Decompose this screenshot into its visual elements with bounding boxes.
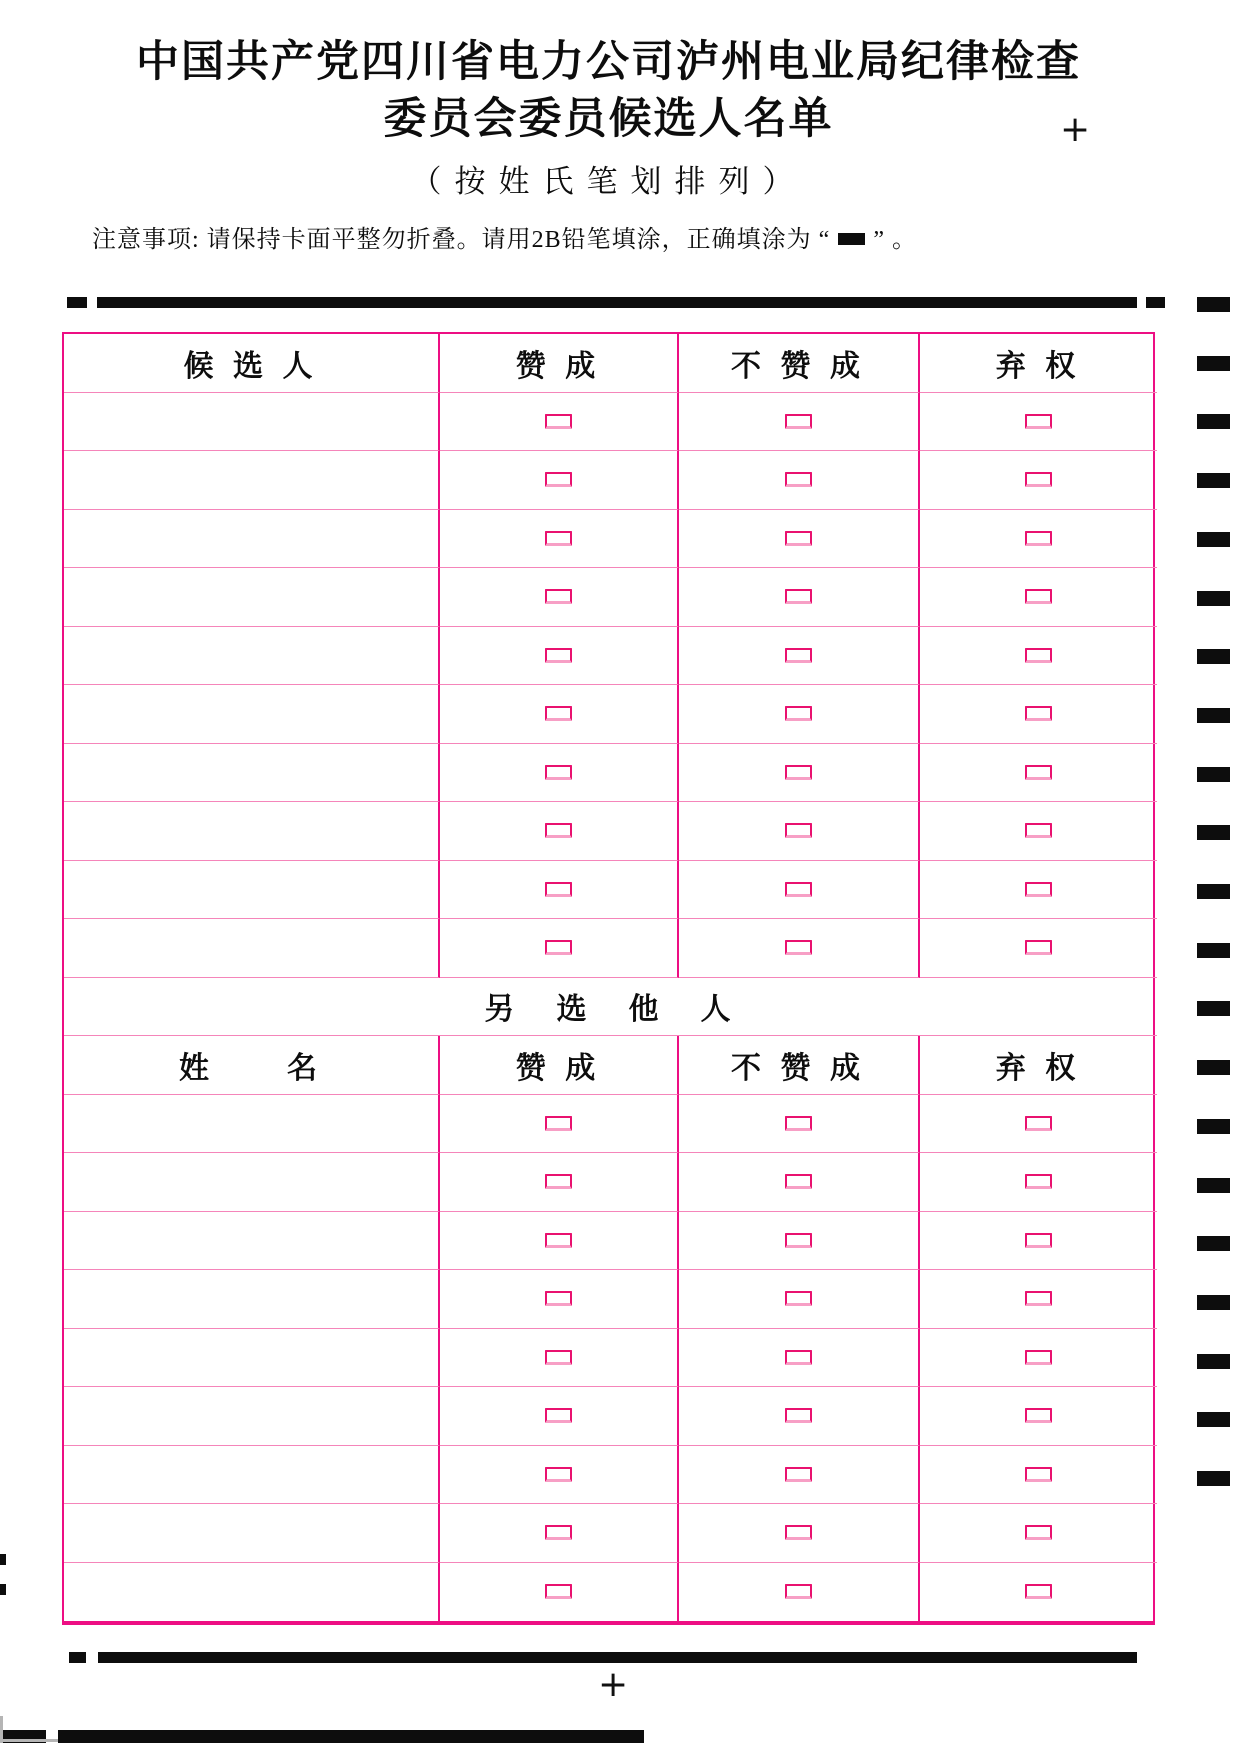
bubble-disapprove[interactable] [785,706,812,721]
bubble-disapprove[interactable] [785,882,812,897]
bubble-cell-disapprove [679,1563,920,1622]
header-approve: 赞 成 [440,1036,679,1095]
bubble-approve[interactable] [545,706,572,721]
bubble-cell-abstain [920,451,1157,510]
bubble-abstain[interactable] [1025,1408,1052,1423]
timing-mark [1197,767,1230,782]
bubble-abstain[interactable] [1025,414,1052,429]
name-cell [64,627,440,686]
timing-mark [1197,1236,1230,1251]
bubble-cell-disapprove [679,393,920,452]
bubble-approve[interactable] [545,414,572,429]
bubble-cell-approve [440,1270,679,1329]
bubble-approve[interactable] [545,1116,572,1131]
timing-mark [1197,825,1230,840]
bubble-cell-disapprove [679,451,920,510]
header-abstain: 弃 权 [920,334,1157,393]
bubble-approve[interactable] [545,472,572,487]
bubble-cell-abstain [920,1153,1157,1212]
bubble-disapprove[interactable] [785,823,812,838]
bubble-disapprove[interactable] [785,940,812,955]
header-disapprove: 不 赞 成 [679,334,920,393]
instructions-note [92,219,1192,254]
bubble-cell-disapprove [679,1095,920,1154]
bubble-abstain[interactable] [1025,1174,1052,1189]
bubble-disapprove[interactable] [785,1467,812,1482]
bubble-disapprove[interactable] [785,1233,812,1248]
bubble-disapprove[interactable] [785,765,812,780]
name-cell [64,1387,440,1446]
timing-mark [1197,708,1230,723]
bubble-cell-approve [440,510,679,569]
registration-plus-icon-bottom: + [598,1664,629,1705]
timing-mark [1197,297,1230,312]
other-section-title: 另 选 他 人 [64,978,1157,1037]
left-edge-mark [0,1554,6,1565]
timing-mark [1197,1119,1230,1134]
bubble-cell-abstain [920,627,1157,686]
bubble-disapprove[interactable] [785,1408,812,1423]
bubble-cell-disapprove [679,627,920,686]
name-cell [64,1153,440,1212]
ballot-table [62,332,1155,1625]
scan-corner-artifact [0,1739,58,1742]
sync-bar-top-left-dash [67,297,87,308]
bubble-approve[interactable] [545,1350,572,1365]
name-cell [64,1504,440,1563]
bubble-cell-disapprove [679,1504,920,1563]
name-cell [64,568,440,627]
timing-mark [1197,943,1230,958]
timing-mark [1197,649,1230,664]
bubble-cell-disapprove [679,1446,920,1505]
page-title-line2: 委员会委员候选人名单 [383,96,834,143]
bubble-disapprove[interactable] [785,531,812,546]
timing-mark [1197,356,1230,371]
name-cell [64,510,440,569]
instructions-note-suffix: ” 。 [873,227,917,253]
bubble-cell-abstain [920,393,1157,452]
bubble-cell-approve [440,802,679,861]
bubble-disapprove[interactable] [785,1116,812,1131]
timing-mark [1197,532,1230,547]
sync-bar-bottom [98,1652,1137,1663]
bubble-cell-disapprove [679,919,920,978]
bubble-disapprove[interactable] [785,589,812,604]
registration-plus-icon-top: + [1060,109,1091,150]
timing-mark [1197,1001,1230,1016]
bubble-abstain[interactable] [1025,940,1052,955]
bubble-cell-abstain [920,1212,1157,1271]
name-cell [64,685,440,744]
bubble-abstain[interactable] [1025,1116,1052,1131]
left-edge-mark [0,1584,6,1595]
bubble-cell-abstain [920,510,1157,569]
bubble-cell-disapprove [679,1212,920,1271]
instructions-note-prefix: 注意事项: 请保持卡面平整勿折叠。请用2B铅笔填涂，正确填涂为 “ [92,227,831,253]
bubble-disapprove[interactable] [785,414,812,429]
bubble-abstain[interactable] [1025,1291,1052,1306]
bubble-approve[interactable] [545,589,572,604]
bubble-cell-approve [440,1563,679,1622]
bubble-cell-approve [440,919,679,978]
subtitle: （按姓氏笔划排列） [410,164,807,199]
bubble-cell-abstain [920,1504,1157,1563]
sync-bar-top [97,297,1137,308]
timing-mark [1197,884,1230,899]
bubble-cell-abstain [920,802,1157,861]
bubble-cell-abstain [920,568,1157,627]
sync-bar-top-right-dash [1146,297,1165,308]
bubble-approve[interactable] [545,882,572,897]
bubble-cell-abstain [920,1270,1157,1329]
timing-mark [1197,473,1230,488]
timing-mark [1197,1178,1230,1193]
bubble-disapprove[interactable] [785,1174,812,1189]
bubble-cell-approve [440,393,679,452]
bubble-approve[interactable] [545,765,572,780]
name-cell [64,1212,440,1271]
bubble-cell-abstain [920,919,1157,978]
bubble-approve[interactable] [545,648,572,663]
bubble-cell-approve [440,1387,679,1446]
page-title [62,34,1155,148]
name-cell [64,861,440,920]
bubble-abstain[interactable] [1025,823,1052,838]
bubble-abstain[interactable] [1025,1233,1052,1248]
bubble-abstain[interactable] [1025,531,1052,546]
bubble-approve[interactable] [545,940,572,955]
bubble-cell-abstain [920,1095,1157,1154]
bubble-disapprove[interactable] [785,1291,812,1306]
bubble-abstain[interactable] [1025,648,1052,663]
bubble-cell-abstain [920,1387,1157,1446]
bubble-cell-disapprove [679,510,920,569]
bubble-abstain[interactable] [1025,765,1052,780]
timing-mark [1197,1471,1230,1486]
bubble-cell-disapprove [679,744,920,803]
bubble-cell-disapprove [679,685,920,744]
filled-mark-example-icon [838,233,865,245]
bubble-cell-approve [440,627,679,686]
bubble-disapprove[interactable] [785,1584,812,1599]
name-cell [64,393,440,452]
bubble-abstain[interactable] [1025,1350,1052,1365]
bubble-disapprove[interactable] [785,1350,812,1365]
sync-bar-bottom-left-dash [69,1652,86,1663]
bubble-approve[interactable] [545,1525,572,1540]
bubble-cell-approve [440,1212,679,1271]
name-cell [64,802,440,861]
header-name: 候 选 人 [64,334,440,393]
bubble-approve[interactable] [545,1174,572,1189]
bubble-approve[interactable] [545,1467,572,1482]
timing-mark [1197,1412,1230,1427]
bubble-cell-disapprove [679,861,920,920]
name-cell [64,1446,440,1505]
bubble-approve[interactable] [545,1233,572,1248]
bubble-approve[interactable] [545,1584,572,1599]
name-cell [64,1329,440,1388]
timing-mark [1197,1354,1230,1369]
bubble-cell-approve [440,568,679,627]
bubble-approve[interactable] [545,1291,572,1306]
bubble-abstain[interactable] [1025,882,1052,897]
bubble-approve[interactable] [545,823,572,838]
bottom-edge-strip [58,1730,644,1743]
bubble-cell-approve [440,685,679,744]
bubble-cell-abstain [920,1446,1157,1505]
name-cell [64,1563,440,1622]
bubble-cell-approve [440,744,679,803]
timing-mark [1197,414,1230,429]
bubble-cell-approve [440,1446,679,1505]
bubble-cell-disapprove [679,568,920,627]
bubble-abstain[interactable] [1025,589,1052,604]
bubble-cell-disapprove [679,1387,920,1446]
bubble-disapprove[interactable] [785,472,812,487]
header-disapprove: 不 赞 成 [679,1036,920,1095]
bubble-disapprove[interactable] [785,648,812,663]
bubble-cell-abstain [920,861,1157,920]
bubble-abstain[interactable] [1025,1584,1052,1599]
name-cell [64,1270,440,1329]
bubble-cell-approve [440,451,679,510]
bubble-cell-disapprove [679,802,920,861]
bubble-cell-abstain [920,744,1157,803]
bubble-cell-abstain [920,1329,1157,1388]
page-title-line1: 中国共产党四川省电力公司泸州电业局纪律检查 [136,39,1081,86]
bubble-disapprove[interactable] [785,1525,812,1540]
bubble-approve[interactable] [545,1408,572,1423]
bubble-cell-disapprove [679,1270,920,1329]
bubble-abstain[interactable] [1025,1525,1052,1540]
timing-mark [1197,591,1230,606]
bubble-cell-approve [440,1153,679,1212]
bubble-cell-approve [440,1504,679,1563]
name-cell [64,744,440,803]
bubble-cell-approve [440,861,679,920]
bubble-cell-abstain [920,685,1157,744]
bubble-cell-disapprove [679,1329,920,1388]
header-abstain: 弃 权 [920,1036,1157,1095]
name-cell [64,451,440,510]
timing-mark [1197,1295,1230,1310]
bubble-cell-abstain [920,1563,1157,1622]
bubble-abstain[interactable] [1025,706,1052,721]
bubble-approve[interactable] [545,531,572,546]
bubble-cell-disapprove [679,1153,920,1212]
bubble-cell-approve [440,1329,679,1388]
bubble-cell-approve [440,1095,679,1154]
header-name: 姓 名 [64,1036,440,1095]
timing-mark [1197,1060,1230,1075]
name-cell [64,1095,440,1154]
name-cell [64,919,440,978]
bubble-abstain[interactable] [1025,1467,1052,1482]
header-approve: 赞 成 [440,334,679,393]
bubble-abstain[interactable] [1025,472,1052,487]
